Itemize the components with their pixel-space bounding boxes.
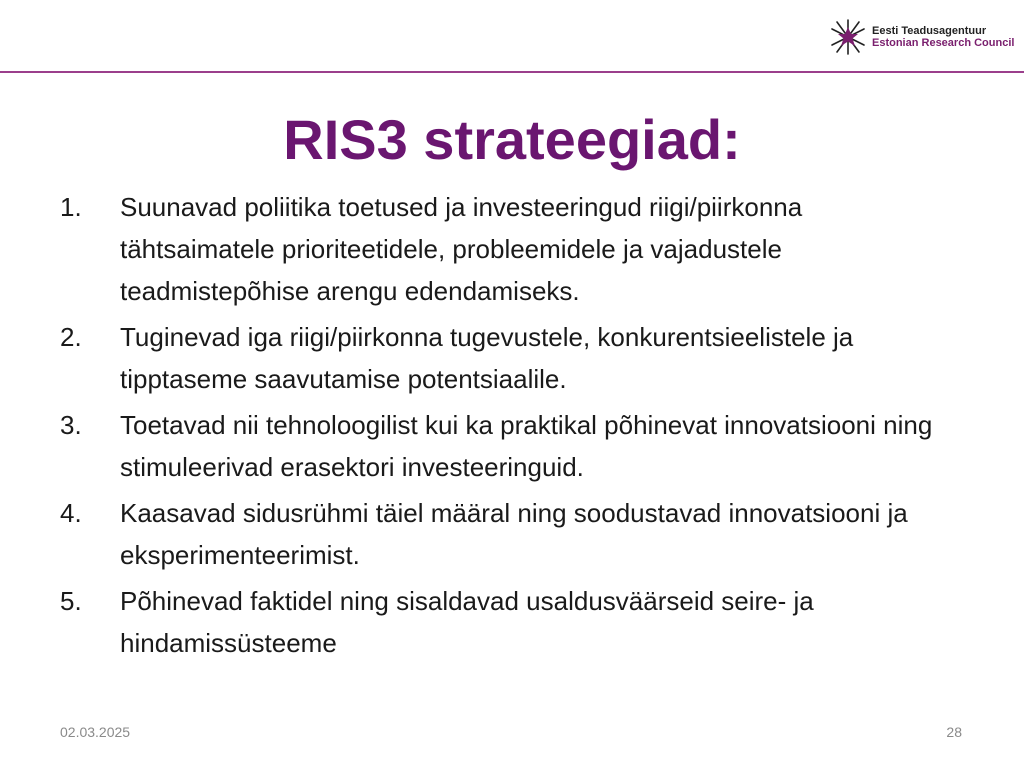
strategy-list (60, 186, 960, 668)
list-item-text: Tuginevad iga riigi/piirkonna tugevustele, konkurentsieelistele ja tipptaseme saavutamise potentsiaalile. (120, 322, 854, 394)
list-item-number: 2. (60, 322, 82, 352)
list-item (60, 404, 960, 488)
footer-date: 02.03.2025 (60, 724, 131, 740)
list-item (60, 580, 960, 664)
page-number: 28 (946, 724, 962, 740)
list-item (60, 316, 960, 400)
star-burst-icon (828, 17, 868, 57)
list-item (60, 186, 960, 312)
list-item-text: Suunavad poliitika toetused ja investeeringud riigi/piirkonna tähtsaimatele prioriteetidele, probleemidele ja vajadustele teadmistepõhise arengu edendamiseks. (120, 192, 803, 306)
list-item-number: 5. (60, 586, 82, 616)
list-item-text: Toetavad nii tehnoloogilist kui ka praktikal põhinevat innovatsiooni ning stimuleerivad erasektori investeeringuid. (120, 410, 933, 482)
list-item-text: Kaasavad sidusrühmi täiel määral ning soodustavad innovatsiooni ja eksperimenteerimist. (120, 498, 908, 570)
list-item (60, 492, 960, 576)
list-item-text: Põhinevad faktidel ning sisaldavad usaldusväärseid seire- ja hindamissüsteeme (120, 586, 814, 658)
slide-title: RIS3 strateegiad: (283, 108, 741, 171)
logo-name-estonian: Eesti Teadusagentuur (872, 25, 987, 37)
header-divider (0, 71, 1024, 73)
list-item-number: 3. (60, 410, 82, 440)
organization-logo (828, 16, 1015, 58)
list-item-number: 4. (60, 498, 82, 528)
list-item-number: 1. (60, 192, 82, 222)
logo-name-english: Estonian Research Council (872, 37, 1015, 49)
logo-text (872, 25, 1014, 49)
